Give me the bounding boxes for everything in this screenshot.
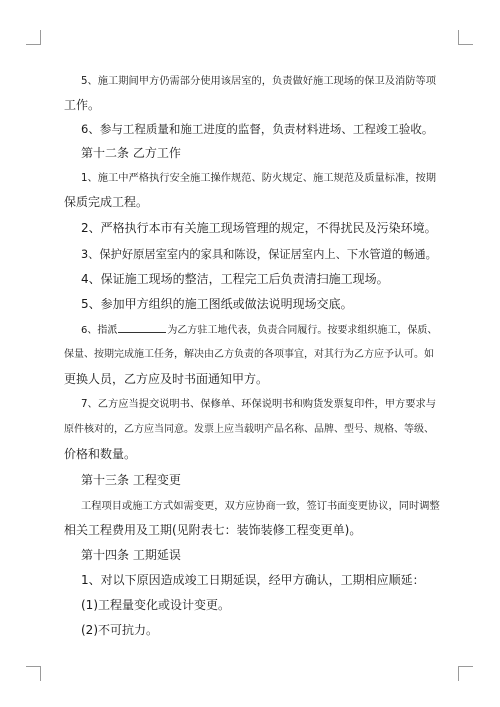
section-heading: 第十四条 工期延误 [81,548,181,562]
blank-underline [118,322,166,333]
paragraph-line: 7、乙方应当提交说明书、保修单、环保说明书和购货发票复印件，甲方要求与 [81,398,437,410]
crop-mark-top-left [26,30,41,45]
paragraph-line: 1、对以下原因造成竣工日期延误，经甲方确认，工期相应顺延： [81,573,425,587]
line-text: 6、指派 [81,325,118,336]
crop-mark-bottom-left [26,666,41,681]
crop-mark-top-right [458,30,473,45]
paragraph-line: 2、严格执行本市有关施工现场管理的规定，不得扰民及污染环境。 [81,221,437,235]
paragraph-line: 相关工程费用及工期(见附表七：装饰装修工程变更单)。 [64,523,362,537]
section-heading: 第十三条 工程变更 [81,473,181,487]
paragraph-line: (1)工程量变化或设计变更。 [81,598,230,612]
paragraph-line: 1、施工中严格执行安全施工操作规范、防火规定、施工规范及质量标准，按期 [81,172,437,184]
paragraph-line [81,322,437,338]
section-heading: 第十二条 乙方工作 [81,146,181,160]
paragraph-line: 6、参与工程质量和施工进度的监督，负责材料进场、工程竣工验收。 [81,122,434,136]
paragraph-line: 工作。 [64,98,101,112]
paragraph-line: 3、保护好原居室室内的家具和陈设，保证居室内上、下水管道的畅通。 [81,248,437,261]
paragraph-line: 工程项目或施工方式如需变更，双方应协商一致，签订书面变更协议，同时调整 [81,500,440,512]
paragraph-line: 5、参加甲方组织的施工图纸或做法说明现场交底。 [81,297,353,311]
paragraph-line: 原件核对的，乙方应当同意。发票上应当载明产品名称、品牌、型号、规格、等级、 [64,424,434,435]
line-text: 为乙方驻工地代表，负责合同履行。按要求组织施工，保质、 [167,325,438,336]
paragraph-line: 价格和数量。 [64,447,137,461]
paragraph-line: 更换人员，乙方应及时书面通知甲方。 [64,372,269,386]
paragraph-line: 保量、按期完成施工任务，解决由乙方负责的各项事宜，对其行为乙方应予认可。如 [64,349,434,360]
paragraph-line: 保质完成工程。 [64,195,149,209]
paragraph-line: 5、施工期间甲方仍需部分使用该居室的，负责做好施工现场的保卫及消防等项 [81,75,437,87]
paragraph-line: 4、保证施工现场的整洁，工程完工后负责清扫施工现场。 [81,272,389,286]
paragraph-line: (2)不可抗力。 [81,623,158,637]
crop-mark-bottom-right [458,666,473,681]
